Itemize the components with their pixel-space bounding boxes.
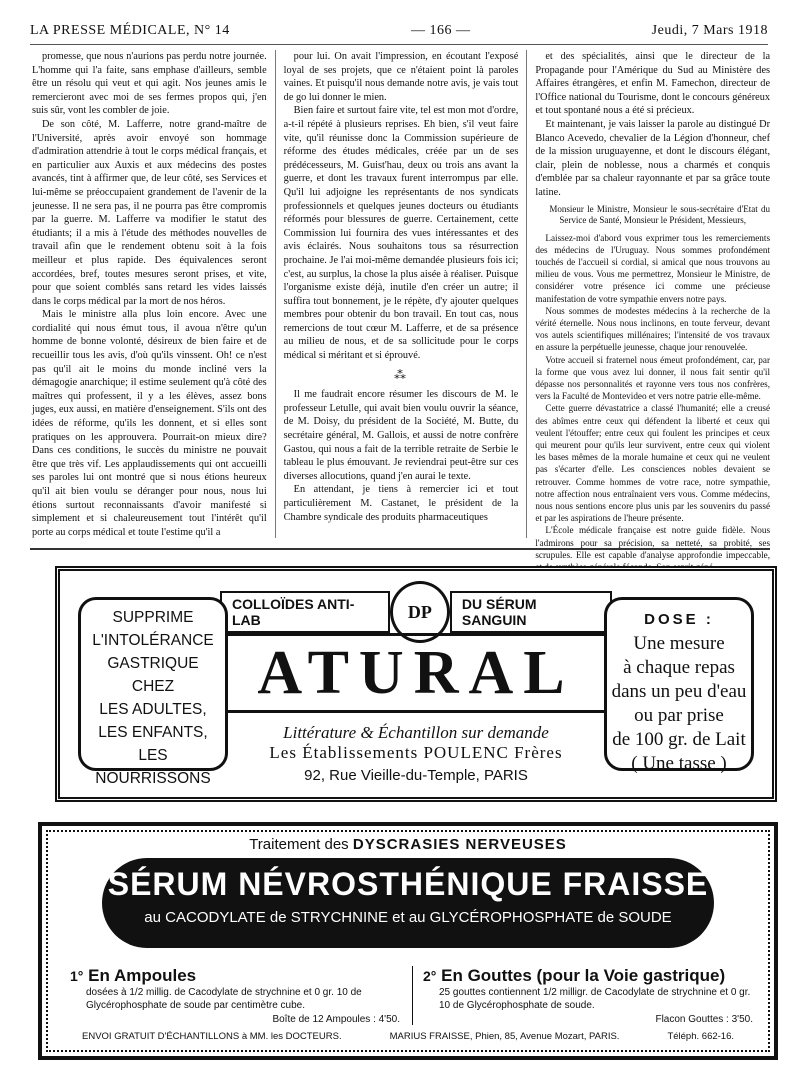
atural-advertisement <box>55 566 777 802</box>
poulenc-logo: DP <box>390 581 450 643</box>
dosage-line: dans un peu d'eau <box>611 681 747 702</box>
telephone: Téléph. 662-16. <box>667 1031 734 1042</box>
indication-line: CHEZ <box>131 678 175 695</box>
section-divider <box>30 548 770 550</box>
item-title: En Gouttes (pour la Voie gastrique) <box>441 966 726 985</box>
product-title: SÉRUM NÉVROSTHÉNIQUE FRAISSE <box>107 866 709 902</box>
indication-line: L'INTOLÉRANCE <box>92 632 214 649</box>
literature-line: Littérature & Échantillon sur demande <box>283 723 549 742</box>
article-column-3 <box>535 50 771 560</box>
page-number: — 166 — <box>410 23 471 38</box>
samples-notice: ENVOI GRATUIT D'ÉCHANTILLONS à MM. les DOCTEURS. <box>82 1031 342 1042</box>
item-number: 2° <box>423 968 437 984</box>
indication-line: GASTRIQUE <box>107 655 199 672</box>
paragraph: Et maintenant, je vais laisser la parole au distingué Dr Blanco Acevedo, chevalier de la Légion d'honneur, chef de la mission uruguayenne, et dont le discours élégant, clair, plein de noblesse, nous a charmés et conquis d'emblée par sa chaleur rayonnante et par sa grâce toute latine. <box>535 118 771 198</box>
paragraph: Mais le ministre alla plus loin encore. Avec une cordialité qui nous émut tous, il avoua n'être qu'un homme de bonne volonté, désireux de bien faire et de recueillir tous les avis, d'où qu'ils vinssent. Oh! ce n'est pas qu'il ait le moins du monde incliné vers la démagogie anarchique; il estime seulement qu'à côté des maîtres qui professent, il y a les élèves, assez bons juges, eux aussi, en matière d'enseignement. S'ils ont des idées de réforme, qu'ils les donnent, et si elles sont pratiques on les approuvera. Pourrait-on mieux dire? Dans ces conditions, le succès du ministre ne pouvait être que très vif. Les applaudissements qui ont accueilli ses paroles lui ont montré que si nous étions heureux qu'il ait bien voulu se déranger pour nous, nous lui étions surtout reconnaissants d'avoir manifesté si simplement et si chaleureusement tout l'intérêt qu'il porte au corps médical et toute l'estime qu'il a <box>32 309 267 538</box>
ampoules-description: dosées à 1/2 millig. de Cacodylate de strychnine et 0 gr. 10 de Glycérophosphate de soude par centimètre cube. <box>86 987 362 1011</box>
column-rule <box>526 50 527 538</box>
column-rule <box>275 50 276 538</box>
brand-name: ATURAL <box>228 633 604 713</box>
ad-center <box>228 633 604 784</box>
fraisse-advertisement <box>38 822 778 1060</box>
article-columns <box>32 50 771 560</box>
pharmacist-address: MARIUS FRAISSE, Phien, 85, Avenue Mozart, PARIS. <box>389 1031 620 1042</box>
paragraph: En attendant, je tiens à remercier ici et tout particulièrement M. Castanet, le président de la Chambre syndicale des produits pharmaceutiques <box>283 484 519 523</box>
indication-line: SUPPRIME <box>112 609 194 626</box>
band-left-text: COLLOÏDES ANTI-LAB <box>220 591 390 633</box>
gouttes-description: 25 gouttes contiennent 1/2 milligr. de Cacodylate de strychnine et 0 gr. 10 de Glycérophosphate de soude. <box>439 987 751 1011</box>
speech-paragraph: L'École médicale française est notre guide fidèle. Nous l'admirons pour sa précision, sa netteté, sa probité, ses scrupules. Elle est capable d'analyse approfondie impeccable, <box>535 525 771 560</box>
dosage-line: de 100 gr. de Lait <box>612 729 746 750</box>
gouttes-heading <box>423 966 753 986</box>
gouttes-section <box>412 966 753 1025</box>
speech-salutation: Monsieur le Ministre, Monsieur le sous-secrétaire d'Etat du Service de Santé, Monsieur le Président, Messieurs, <box>549 203 771 225</box>
ampoules-section <box>70 966 400 1025</box>
item-title: En Ampoules <box>88 966 197 985</box>
article-column-1 <box>32 50 267 538</box>
dosage-line: ou par prise <box>634 705 724 726</box>
section-asterism: ⁂ <box>394 367 409 382</box>
product-banner <box>102 858 714 948</box>
dosage-line: Une mesure <box>633 633 725 654</box>
indication-line: LES NOURRISSONS <box>95 747 211 787</box>
paragraph: promesse, que nous n'aurions pas perdu notre journée. L'homme qui l'a faite, sans emphase d'ailleurs, semble être un résolu qui veut et qui agit. Nos jeunes amis le remercieront avec moi de ses fermes propos qui, j'en suis sûr, vont les combler de joie. <box>32 51 267 117</box>
indication-line: LES ADULTES, <box>99 701 207 718</box>
paragraph: De son côté, M. Lafferre, notre grand-maître de l'Université, après avoir envoyé son hommage d'admiration attendrie à tout le corps médical français, et en particulier aux Auxis et aux médecins des postes avancés, tint à affirmer que, de leur côté, ses Services et lui-même se préoccupaient grandement de l'avenir de la jeunesse. Il ne sera pas, il ne pourra pas être compromis par la guerre. M. Lafferre va modifier le statut des étudiants; il a mis à l'étude des méthodes nouvelles de travail afin que le rendement obtenu soit à la fois meilleur et plus rapide. Des équivalences seront accordées, bref, toutes mesures seront prises, et vite, pour que soient comblés sans retard les vides laissés dans le corps médical par la mort de nos héros. <box>32 118 267 307</box>
product-subtitle: au CACODYLATE de STRYCHNINE et au GLYCÉROPHOSPHATE de SOUDE <box>144 909 672 926</box>
dose-label: DOSE : <box>644 611 714 628</box>
laboratory-name: Les Établissements POULENC Frères <box>269 743 563 762</box>
paragraph: et des spécialités, ainsi que le directeur de la Propagande pour l'Amérique du Sud au Ministère des Affaires étrangères, et enfin M. Famechon, directeur de l'Office national du Tourisme, dont le concours généreux et tout spontané nous a été si précieux. <box>535 51 771 117</box>
article-column-2 <box>284 50 519 538</box>
paragraph: pour lui. On avait l'impression, en écoutant l'exposé loyal de ses projets, que ce n'étaient point là paroles vaines. Et puisqu'il nous demande notre avis, je vais tout de go lui donner le mien. <box>283 51 519 103</box>
ampoules-price: Boîte de 12 Ampoules : 4'50. <box>272 1014 400 1025</box>
page-header <box>30 20 768 45</box>
treatment-name: DYSCRASIES NERVEUSES <box>352 836 567 853</box>
paragraph: Bien faire et surtout faire vite, tel est mon mot d'ordre, a-t-il répété à plusieurs reprises. Eh bien, s'il veut faire vite, qu'il réunisse donc la Commission supérieure de réforme des études médicales, créée par un de ses prédécesseurs, M. Guist'hau, deux ou trois ans avant la guerre, et dont les travaux furent interrompus par elle. Qu'il lui adjoigne les représentants de nos syndicats professionnels et quelques jeunes docteurs ou étudiants réformés pour blessures de guerre. Certainement, cette Commission lui fournira des vues intéressantes et des avis éclairés. Nous souhaitons tous sa résurrection prochaine. Je l'ai moi-même demandée plusieurs fois ici; c'est, au surplus, la chose la plus aisée à réaliser. Puisque l'organisme existe déjà, inutile d'en créer un autre; il suffira tout bonnement, je le répète, d'y ajouter quelques membres pour obtenir du bon travail. En tout cas, nous remercions de tout cœur M. Lafferre, et de sa présence au milieu de nous, et de sa sollicitude pour le corps médical si méritant et si éprouvé. <box>283 105 519 362</box>
indications-panel <box>78 597 228 787</box>
ad-footer <box>82 1031 734 1042</box>
ampoules-heading <box>70 966 400 986</box>
dosage-line: ( Une tasse ) <box>631 753 727 774</box>
speech-paragraph: Cette guerre dévastatrice a classé l'humanité; elle a creusé des abîmes entre ceux qui défendent la liberté et ceux qui veulent l'étouffer; entre ceux qui foulent les principes et ceux qui meurent pour qu'ils leur survivent, entre ceux qui violent les bases mêmes de la morale humaine et ceux qui ne veulent pas s'écarter d'elle. Les consciences nobles devaient se retrouver. Comme hommes de votre race, notre sympathie, notre affection nous entraînaient vers vous. Comme médecins, nous nous sentions encore plus unis par les souvenirs du passé et par les aspirations de l'heure présente. <box>535 403 771 524</box>
dosage-line: à chaque repas <box>623 657 735 678</box>
gouttes-price: Flacon Gouttes : 3'50. <box>655 1014 753 1025</box>
speech-paragraph: Votre accueil si fraternel nous émeut profondément, car, par la forme que vous avez lui donner, il nous fait sentir qu'il dépasse nos personnalités et rayonne vers tous nos confrères, vers la Faculté de Montevideo et vers notre patrie elle-même. <box>535 354 771 402</box>
indication-line: LES ENFANTS, <box>98 724 208 741</box>
laboratory-address: 92, Rue Vieille-du-Temple, PARIS <box>304 767 528 784</box>
speech-paragraph: Laissez-moi d'abord vous exprimer tous les remerciements des médecins de l'Uruguay. Nous sommes profondément touchés de l'accueil si cordial, si amical que nous trouvons au milieu de vous. Vous me permettrez, Monsieur le Ministre, de considérer votre présence ici comme une précieuse manifestation de votre sympathie envers notre pays. <box>535 232 771 304</box>
issue-date: Jeudi, 7 Mars 1918 <box>651 23 768 38</box>
treatment-line <box>42 836 774 853</box>
dosage-panel <box>604 597 754 774</box>
speech-paragraph: Nous sommes de modestes médecins à la recherche de la vérité éternelle. Nous nous inclinons, en toute ferveur, devant vos autels scientifiques millénaires; l'intensité de vos travaux en assure la perpétuelle jeunesse, chaque jour renouvelée. <box>535 305 771 353</box>
paragraph: Il me faudrait encore résumer les discours de M. le professeur Letulle, qui avait bien voulu ouvrir la séance, de M. Doisy, du président de la Société, M. Butte, du secrétaire général, M. Gallois, et aussi de notre confrère Gastou, qui nous a fait de la terrible retraite de Serbie le tableau le plus émouvant. Je reviendrai peut-être sur ces diverses allocutions, quand j'en aurai le texte. <box>283 389 519 482</box>
journal-title: LA PRESSE MÉDICALE, N° 14 <box>30 23 230 38</box>
item-number: 1° <box>70 968 84 984</box>
treatment-prefix: Traitement des <box>249 836 349 853</box>
band-right-text: DU SÉRUM SANGUIN <box>450 591 612 633</box>
